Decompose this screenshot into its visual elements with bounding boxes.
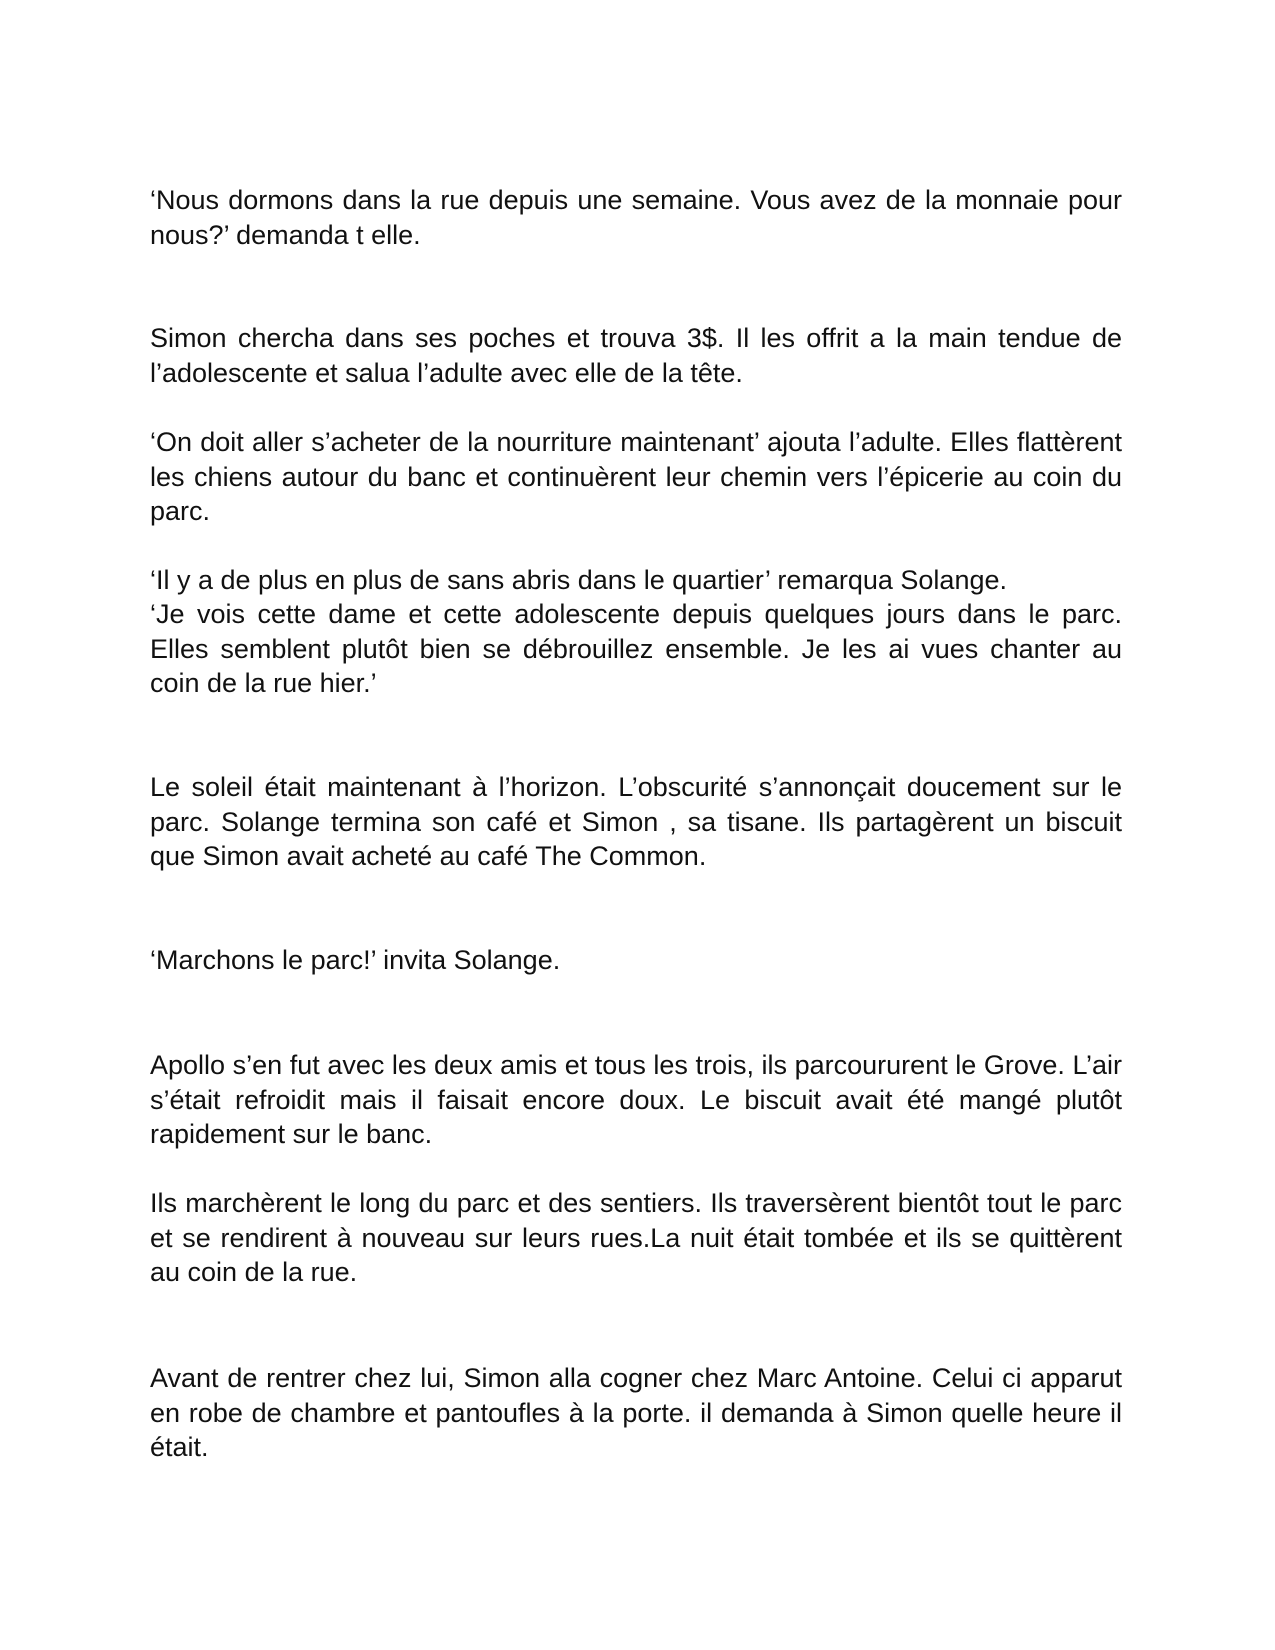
paragraph-8: Apollo s’en fut avec les deux amis et tous les trois, ils parcoururent le Grove. L’air s’était refroidit mais il faisait encore doux. Le biscuit avait été mangé plutôt rapidement sur le banc. [150, 1050, 1122, 1149]
paragraph-4: ‘Il y a de plus en plus de sans abris dans le quartier’ remarqua Solange. [150, 565, 1007, 595]
paragraph-3: ‘On doit aller s’acheter de la nourriture maintenant’ ajouta l’adulte. Elles flattèrent les chiens autour du banc et continuèrent leur chemin vers l’épicerie au coin du parc. [150, 427, 1122, 526]
paragraph-6: Le soleil était maintenant à l’horizon. L’obscurité s’annonçait doucement sur le parc. Solange termina son café et Simon , sa tisane. Ils partagèrent un biscuit que Simon avait acheté au café The Common. [150, 772, 1122, 871]
paragraph-9: Ils marchèrent le long du parc et des sentiers. Ils traversèrent bientôt tout le parc et se rendirent à nouveau sur leurs rues.La nuit était tombée et ils se quittèrent au coin de la rue. [150, 1188, 1122, 1287]
paragraph-5: ‘Je vois cette dame et cette adolescente depuis quelques jours dans le parc. Elles semblent plutôt bien se débrouillez ensemble. Je les ai vues chanter au coin de la rue hier.’ [150, 599, 1122, 698]
paragraph-1: ‘Nous dormons dans la rue depuis une semaine. Vous avez de la monnaie pour nous?’ demanda t elle. [150, 185, 1122, 250]
paragraph-10: Avant de rentrer chez lui, Simon alla cogner chez Marc Antoine. Celui ci apparut en robe de chambre et pantoufles à la porte. il demanda à Simon quelle heure il était. [150, 1363, 1122, 1462]
paragraph-2: Simon chercha dans ses poches et trouva 3$. Il les offrit a la main tendue de l’adolescente et salua l’adulte avec elle de la tête. [150, 323, 1122, 388]
paragraph-7: ‘Marchons le parc!’ invita Solange. [150, 945, 561, 975]
